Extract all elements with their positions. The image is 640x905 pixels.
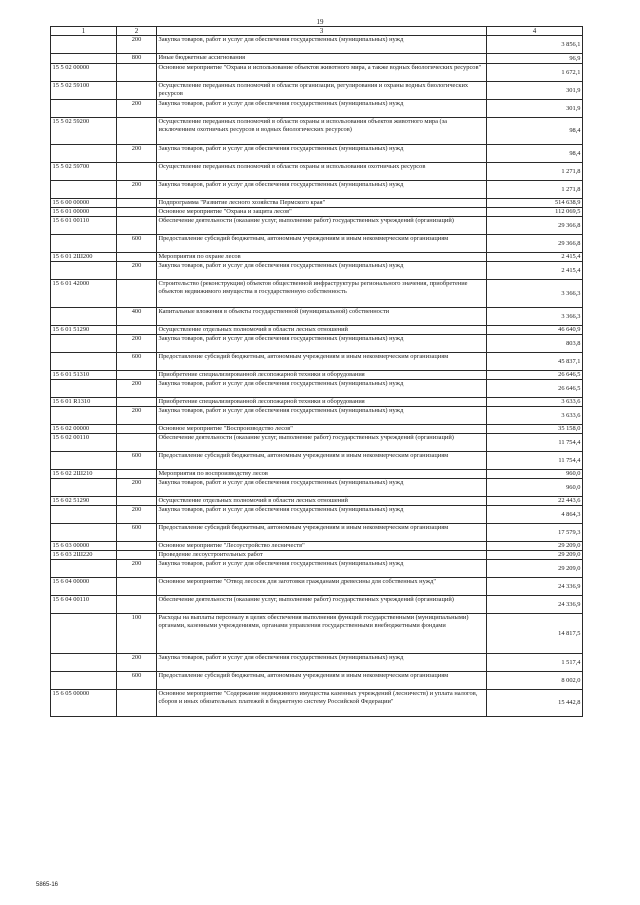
expense-type-code xyxy=(117,551,157,560)
row-amount: 29 209,0 xyxy=(487,551,583,560)
budget-table-container xyxy=(50,26,582,717)
row-amount: 3 633,6 xyxy=(487,407,583,425)
table-row xyxy=(51,353,583,371)
expense-type-code xyxy=(117,82,157,100)
row-code xyxy=(51,479,117,497)
expense-type-code xyxy=(117,326,157,335)
table-row xyxy=(51,479,583,497)
expense-type-code: 200 xyxy=(117,407,157,425)
row-description: Закупка товаров, работ и услуг для обеспечения государственных (муниципальных) нужд xyxy=(157,654,487,672)
row-description: Мероприятия по охране лесов xyxy=(157,253,487,262)
row-description: Основное мероприятие "Охрана и защита лесов" xyxy=(157,208,487,217)
table-row xyxy=(51,82,583,100)
expense-type-code: 200 xyxy=(117,100,157,118)
row-code: 15 6 02 2Ш210 xyxy=(51,470,117,479)
row-amount: 46 640,9 xyxy=(487,326,583,335)
table-row xyxy=(51,118,583,145)
row-code xyxy=(51,145,117,163)
row-description: Закупка товаров, работ и услуг для обеспечения государственных (муниципальных) нужд xyxy=(157,36,487,54)
row-description: Закупка товаров, работ и услуг для обеспечения государственных (муниципальных) нужд xyxy=(157,145,487,163)
column-number-row xyxy=(51,27,583,36)
row-amount: 514 638,9 xyxy=(487,199,583,208)
row-code: 15 5 02 00000 xyxy=(51,64,117,82)
row-code: 15 5 02 59100 xyxy=(51,82,117,100)
row-description: Основное мероприятие "Отвод лесосек для заготовки гражданами древесины для собственных нужд" xyxy=(157,578,487,596)
row-amount: 112 069,5 xyxy=(487,208,583,217)
row-amount: 29 366,8 xyxy=(487,235,583,253)
table-row xyxy=(51,262,583,280)
row-code: 15 6 02 00000 xyxy=(51,425,117,434)
table-row xyxy=(51,235,583,253)
expense-type-code: 200 xyxy=(117,654,157,672)
table-row xyxy=(51,542,583,551)
table-row xyxy=(51,596,583,614)
table-row xyxy=(51,380,583,398)
row-code xyxy=(51,672,117,690)
row-amount: 24 336,9 xyxy=(487,596,583,614)
row-code xyxy=(51,560,117,578)
table-row xyxy=(51,407,583,425)
row-code xyxy=(51,524,117,542)
table-row xyxy=(51,654,583,672)
row-code xyxy=(51,36,117,54)
row-amount: 1 271,8 xyxy=(487,163,583,181)
row-amount: 11 754,4 xyxy=(487,434,583,452)
expense-type-code xyxy=(117,371,157,380)
table-row xyxy=(51,335,583,353)
expense-type-code xyxy=(117,253,157,262)
row-amount: 3 856,1 xyxy=(487,36,583,54)
column-number: 2 xyxy=(117,27,157,36)
expense-type-code xyxy=(117,578,157,596)
row-amount: 98,4 xyxy=(487,118,583,145)
row-code xyxy=(51,353,117,371)
row-description: Предоставление субсидий бюджетным, автономным учреждениям и иным некоммерческим организациям xyxy=(157,672,487,690)
expense-type-code: 600 xyxy=(117,672,157,690)
row-amount: 29 209,0 xyxy=(487,560,583,578)
expense-type-code xyxy=(117,542,157,551)
row-description: Основное мероприятие "Охрана и использование объектов животного мира, а также водных биологических ресурсов" xyxy=(157,64,487,82)
table-row xyxy=(51,398,583,407)
row-amount: 17 579,3 xyxy=(487,524,583,542)
budget-table xyxy=(50,26,583,717)
row-amount: 98,4 xyxy=(487,145,583,163)
expense-type-code: 100 xyxy=(117,614,157,654)
row-code: 15 6 01 00110 xyxy=(51,217,117,235)
row-description: Обеспечение деятельности (оказание услуг, выполнение работ) государственных учреждений (организаций) xyxy=(157,596,487,614)
expense-type-code xyxy=(117,208,157,217)
expense-type-code: 200 xyxy=(117,380,157,398)
row-description: Предоставление субсидий бюджетным, автономным учреждениям и иным некоммерческим организациям xyxy=(157,353,487,371)
row-amount: 11 754,4 xyxy=(487,452,583,470)
table-row xyxy=(51,690,583,717)
document-code: 5865-16 xyxy=(36,882,59,888)
row-code xyxy=(51,235,117,253)
row-amount: 26 646,5 xyxy=(487,371,583,380)
table-row xyxy=(51,326,583,335)
budget-table-body xyxy=(51,27,583,717)
row-amount: 8 002,0 xyxy=(487,672,583,690)
expense-type-code: 600 xyxy=(117,452,157,470)
row-description: Приобретение специализированной лесопожарной техники и оборудования xyxy=(157,371,487,380)
row-amount: 22 443,6 xyxy=(487,497,583,506)
row-description: Осуществление отдельных полномочий в области лесных отношений xyxy=(157,326,487,335)
row-code xyxy=(51,407,117,425)
expense-type-code: 200 xyxy=(117,262,157,280)
row-description: Закупка товаров, работ и услуг для обеспечения государственных (муниципальных) нужд xyxy=(157,506,487,524)
row-amount: 3 366,3 xyxy=(487,280,583,308)
row-code: 15 6 02 00110 xyxy=(51,434,117,452)
row-description: Обеспечение деятельности (оказание услуг, выполнение работ) государственных учреждений (организаций) xyxy=(157,217,487,235)
table-row xyxy=(51,434,583,452)
row-amount: 45 837,1 xyxy=(487,353,583,371)
expense-type-code xyxy=(117,398,157,407)
row-code: 15 6 01 2Ш200 xyxy=(51,253,117,262)
row-code: 15 6 04 00110 xyxy=(51,596,117,614)
row-description: Строительство (реконструкция) объектов общественной инфраструктуры регионального значения, приобретение объектов недвижимого имущества в государственную собственность xyxy=(157,280,487,308)
expense-type-code: 200 xyxy=(117,560,157,578)
row-code xyxy=(51,335,117,353)
column-number: 1 xyxy=(51,27,117,36)
row-amount: 1 672,1 xyxy=(487,64,583,82)
expense-type-code: 400 xyxy=(117,308,157,326)
row-description: Расходы на выплаты персоналу в целях обеспечения выполнения функций государственными (муниципальными) органами, казенными учреждениями, органами управления государственными внебюджетными фондами xyxy=(157,614,487,654)
row-amount: 14 817,5 xyxy=(487,614,583,654)
row-description: Основное мероприятие "Содержание недвижимого имущества казенных учреждений (лесничеств) и уплата налогов, сборов и иных обязательных платежей в бюджетную систему Российской Федерации" xyxy=(157,690,487,717)
column-number: 3 xyxy=(157,27,487,36)
table-row xyxy=(51,551,583,560)
row-amount: 301,9 xyxy=(487,82,583,100)
expense-type-code: 200 xyxy=(117,145,157,163)
expense-type-code xyxy=(117,434,157,452)
expense-type-code xyxy=(117,163,157,181)
row-code xyxy=(51,100,117,118)
expense-type-code xyxy=(117,470,157,479)
row-code: 15 5 02 59700 xyxy=(51,163,117,181)
row-code: 15 6 00 00000 xyxy=(51,199,117,208)
table-row xyxy=(51,470,583,479)
row-code xyxy=(51,54,117,64)
expense-type-code: 600 xyxy=(117,524,157,542)
table-row xyxy=(51,100,583,118)
row-description: Осуществление переданных полномочий в области охраны и использования охотничьих ресурсов xyxy=(157,163,487,181)
row-amount: 3 366,3 xyxy=(487,308,583,326)
row-description: Подпрограмма "Развитие лесного хозяйства Пермского края" xyxy=(157,199,487,208)
table-row xyxy=(51,163,583,181)
row-code xyxy=(51,506,117,524)
row-code xyxy=(51,308,117,326)
table-row xyxy=(51,672,583,690)
row-description: Осуществление переданных полномочий в области организации, регулирования и охраны водных биологических ресурсов xyxy=(157,82,487,100)
row-amount: 35 158,0 xyxy=(487,425,583,434)
expense-type-code xyxy=(117,217,157,235)
row-description: Предоставление субсидий бюджетным, автономным учреждениям и иным некоммерческим организациям xyxy=(157,524,487,542)
expense-type-code: 200 xyxy=(117,479,157,497)
expense-type-code: 600 xyxy=(117,353,157,371)
column-number: 4 xyxy=(487,27,583,36)
expense-type-code: 200 xyxy=(117,506,157,524)
table-row xyxy=(51,578,583,596)
row-code: 15 6 03 00000 xyxy=(51,542,117,551)
row-description: Обеспечение деятельности (оказание услуг, выполнение работ) государственных учреждений (организаций) xyxy=(157,434,487,452)
row-description: Закупка товаров, работ и услуг для обеспечения государственных (муниципальных) нужд xyxy=(157,100,487,118)
table-row xyxy=(51,506,583,524)
row-code: 15 6 04 00000 xyxy=(51,578,117,596)
table-row xyxy=(51,181,583,199)
row-description: Иные бюджетные ассигнования xyxy=(157,54,487,64)
row-description: Закупка товаров, работ и услуг для обеспечения государственных (муниципальных) нужд xyxy=(157,181,487,199)
row-code xyxy=(51,452,117,470)
expense-type-code: 800 xyxy=(117,54,157,64)
row-description: Предоставление субсидий бюджетным, автономным учреждениям и иным некоммерческим организациям xyxy=(157,235,487,253)
row-amount: 29 209,0 xyxy=(487,542,583,551)
row-code: 15 6 01 51290 xyxy=(51,326,117,335)
row-description: Мероприятия по воспроизводству лесов xyxy=(157,470,487,479)
expense-type-code: 200 xyxy=(117,335,157,353)
table-row xyxy=(51,208,583,217)
row-code: 15 6 01 00000 xyxy=(51,208,117,217)
row-amount: 960,0 xyxy=(487,470,583,479)
expense-type-code xyxy=(117,596,157,614)
expense-type-code xyxy=(117,690,157,717)
row-code xyxy=(51,262,117,280)
row-amount: 96,9 xyxy=(487,54,583,64)
row-code: 15 6 01 42000 xyxy=(51,280,117,308)
expense-type-code xyxy=(117,425,157,434)
table-row xyxy=(51,145,583,163)
table-row xyxy=(51,217,583,235)
row-code: 15 5 02 59200 xyxy=(51,118,117,145)
row-description: Капитальные вложения в объекты государственной (муниципальной) собственности xyxy=(157,308,487,326)
row-description: Закупка товаров, работ и услуг для обеспечения государственных (муниципальных) нужд xyxy=(157,407,487,425)
row-description: Закупка товаров, работ и услуг для обеспечения государственных (муниципальных) нужд xyxy=(157,335,487,353)
row-amount: 24 336,9 xyxy=(487,578,583,596)
table-row xyxy=(51,497,583,506)
row-description: Закупка товаров, работ и услуг для обеспечения государственных (муниципальных) нужд xyxy=(157,262,487,280)
row-code: 15 6 01 R1310 xyxy=(51,398,117,407)
row-description: Закупка товаров, работ и услуг для обеспечения государственных (муниципальных) нужд xyxy=(157,560,487,578)
expense-type-code: 200 xyxy=(117,36,157,54)
row-amount: 29 366,8 xyxy=(487,217,583,235)
table-row xyxy=(51,253,583,262)
expense-type-code: 600 xyxy=(117,235,157,253)
row-code xyxy=(51,380,117,398)
row-amount: 2 415,4 xyxy=(487,253,583,262)
row-amount: 4 864,3 xyxy=(487,506,583,524)
table-row xyxy=(51,308,583,326)
row-amount: 1 271,8 xyxy=(487,181,583,199)
row-code: 15 6 05 00000 xyxy=(51,690,117,717)
row-amount: 15 442,8 xyxy=(487,690,583,717)
table-row xyxy=(51,371,583,380)
row-amount: 26 646,5 xyxy=(487,380,583,398)
row-amount: 960,0 xyxy=(487,479,583,497)
expense-type-code: 200 xyxy=(117,181,157,199)
row-code: 15 6 02 51290 xyxy=(51,497,117,506)
table-row xyxy=(51,560,583,578)
table-row xyxy=(51,199,583,208)
row-description: Основное мероприятие "Воспроизводство лесов" xyxy=(157,425,487,434)
table-row xyxy=(51,36,583,54)
row-code xyxy=(51,614,117,654)
row-description: Приобретение специализированной лесопожарной техники и оборудования xyxy=(157,398,487,407)
table-row xyxy=(51,54,583,64)
row-code: 15 6 01 51310 xyxy=(51,371,117,380)
row-description: Предоставление субсидий бюджетным, автономным учреждениям и иным некоммерческим организациям xyxy=(157,452,487,470)
expense-type-code xyxy=(117,118,157,145)
row-code xyxy=(51,654,117,672)
row-amount: 2 415,4 xyxy=(487,262,583,280)
row-amount: 1 517,4 xyxy=(487,654,583,672)
row-code: 15 6 03 2Ш220 xyxy=(51,551,117,560)
expense-type-code xyxy=(117,64,157,82)
table-row xyxy=(51,64,583,82)
row-description: Закупка товаров, работ и услуг для обеспечения государственных (муниципальных) нужд xyxy=(157,380,487,398)
row-amount: 803,8 xyxy=(487,335,583,353)
row-amount: 301,9 xyxy=(487,100,583,118)
expense-type-code xyxy=(117,280,157,308)
table-row xyxy=(51,524,583,542)
row-code xyxy=(51,181,117,199)
row-description: Закупка товаров, работ и услуг для обеспечения государственных (муниципальных) нужд xyxy=(157,479,487,497)
row-description: Осуществление переданных полномочий в области охраны и использования объектов животного мира (за исключением охотничьих ресурсов и водных биологических ресурсов) xyxy=(157,118,487,145)
expense-type-code xyxy=(117,199,157,208)
row-amount: 3 633,6 xyxy=(487,398,583,407)
table-row xyxy=(51,280,583,308)
row-description: Проведение лесоустроительных работ xyxy=(157,551,487,560)
row-description: Основное мероприятие "Лесоустройство лесничеств" xyxy=(157,542,487,551)
table-row xyxy=(51,452,583,470)
table-row xyxy=(51,425,583,434)
table-row xyxy=(51,614,583,654)
row-description: Осуществление отдельных полномочий в области лесных отношений xyxy=(157,497,487,506)
page-number: 19 xyxy=(316,18,324,26)
expense-type-code xyxy=(117,497,157,506)
